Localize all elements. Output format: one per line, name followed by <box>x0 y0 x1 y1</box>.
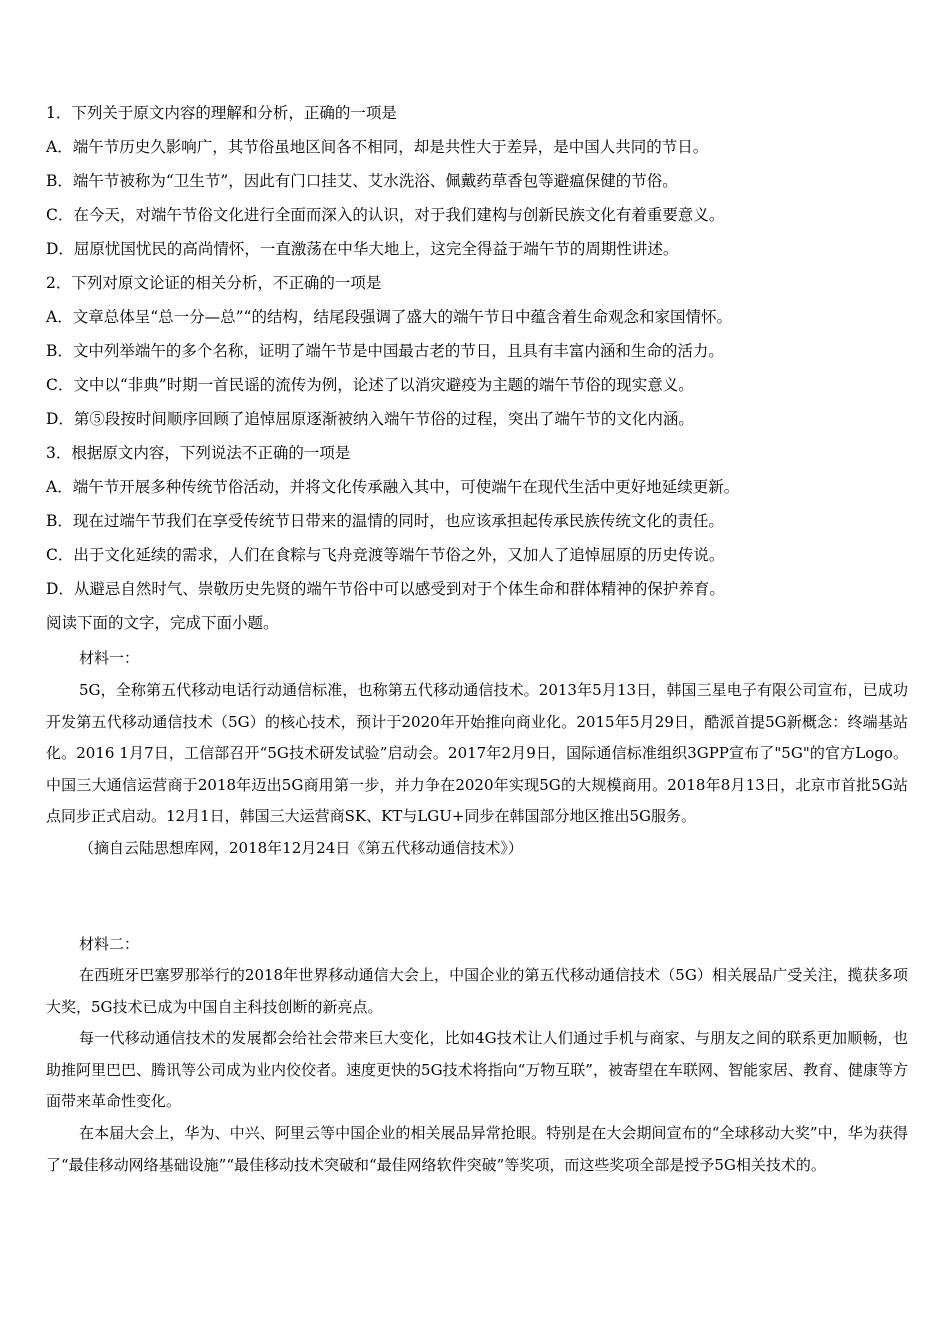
material-2-section <box>46 960 908 1181</box>
question-2-option-a: A．文章总体呈“总一分—总”“的结构，结尾段强调了盛大的端午节日中蕴含着生命观念和家国情怀。 <box>46 308 732 326</box>
reading-instruction: 阅读下面的文字，完成下面小题。 <box>46 614 279 632</box>
question-3-option-c: C．出于文化延续的需求，人们在食粽与飞舟竞渡等端午节俗之外，又加人了追悼屈原的历史传说。 <box>46 546 725 564</box>
material-2-paragraph-2: 每一代移动通信技术的发展都会给社会带来巨大变化，比如4G技术让人们通过手机与商家、与朋友之间的联系更加顺畅，也助推阿里巴巴、腾讯等公司成为业内佼佼者。速度更快的5G技术将指向“万物互联”，被寄望在车联网、智能家居、教育、健康等方面带来革命性变化。 <box>46 1029 908 1111</box>
question-2-option-b: B．文中列举端午的多个名称，证明了端午节是中国最古老的节日，且具有丰富内涵和生命的活力。 <box>46 342 724 360</box>
material-1-source: （摘自云陆思想库网，2018年12月24日《第五代移动通信技术》） <box>79 838 523 857</box>
material-1-section <box>46 675 908 865</box>
question-3-stem: 3．根据原文内容，下列说法不正确的一项是 <box>46 444 351 462</box>
question-3-option-d: D．从避忌自然时气、崇敬历史先贤的端午节俗中可以感受到对于个体生命和群体精神的保护养育。 <box>46 580 725 598</box>
question-2-stem: 2．下列对原文论证的相关分析，不正确的一项是 <box>46 274 382 292</box>
question-3-option-b: B．现在过端午节我们在享受传统节日带来的温情的同时，也应该承担起传承民族传统文化的责任。 <box>46 512 724 530</box>
question-1-option-c: C．在今天，对端午节俗文化进行全面而深入的认识，对于我们建构与创新民族文化有着重要意义。 <box>46 206 725 224</box>
material-2-title: 材料二： <box>79 935 140 953</box>
question-1-option-b: B．端午节被称为“卫生节”，因此有门口挂艾、艾水洗浴、佩戴药草香包等避瘟保健的节俗。 <box>46 172 678 190</box>
material-1-title: 材料一： <box>79 649 140 667</box>
material-1-body: 5G，全称第五代移动电话行动通信标准，也称第五代移动通信技术。2013年5月13日，韩国三星电子有限公司宣布，已成功开发第五代移动通信技术（5G）的核心技术，预计于2020年开始推向商业化。2015年5月29日，酷派首提5G新概念：终端基站化。2016 1月7日，工信部召开“5G技术研发试验”启动会。2017年2月9日，国际通信标准组织3GPP宣布了"5G"的官方Logo。中国三大通信运营商于2018年迈出5G商用第一步，并力争在2020年实现5G的大规模商用。2018年8月13日，北京市首批5G站点同步正式启动。12月1日，韩国三大运营商SK、KT与LGU+同步在韩国部分地区推出5G服务。 <box>46 681 908 826</box>
question-1-stem: 1．下列关于原文内容的理解和分析，正确的一项是 <box>46 104 397 122</box>
question-1-option-a: A．端午节历史久影响广，其节俗虽地区间各不相同，却是共性大于差异，是中国人共同的节日。 <box>46 138 709 156</box>
question-2-option-d: D．第⑤段按时间顺序回顾了追悼屈原逐渐被纳入端午节俗的过程，突出了端午节的文化内涵。 <box>46 410 694 428</box>
material-2-paragraph-1: 在西班牙巴塞罗那举行的2018年世界移动通信大会上，中国企业的第五代移动通信技术（5G）相关展品广受关注，揽获多项大奖，5G技术已成为中国自主科技创断的新亮点。 <box>46 966 908 1016</box>
question-1-option-d: D．屈原忧国忧民的高尚情怀，一直激荡在中华大地上，这完全得益于端午节的周期性讲述。 <box>46 240 679 258</box>
question-2-option-c: C．文中以“非典”时期一首民谣的流传为例，论述了以消灾避疫为主题的端午节俗的现实意义。 <box>46 376 694 394</box>
material-2-paragraph-3: 在本届大会上，华为、中兴、阿里云等中国企业的相关展品异常抢眼。特别是在大会期间宣布的“全球移动大奖”中，华为获得了“最佳移动网络基础设施”“最佳移动技术突破和“最佳网络软件突破”等奖项，而这些奖项全部是授予5G相关技术的。 <box>46 1123 908 1174</box>
question-3-option-a: A．端午节开展多种传统节俗活动，并将文化传承融入其中，可使端午在现代生活中更好地延续更新。 <box>46 478 740 496</box>
